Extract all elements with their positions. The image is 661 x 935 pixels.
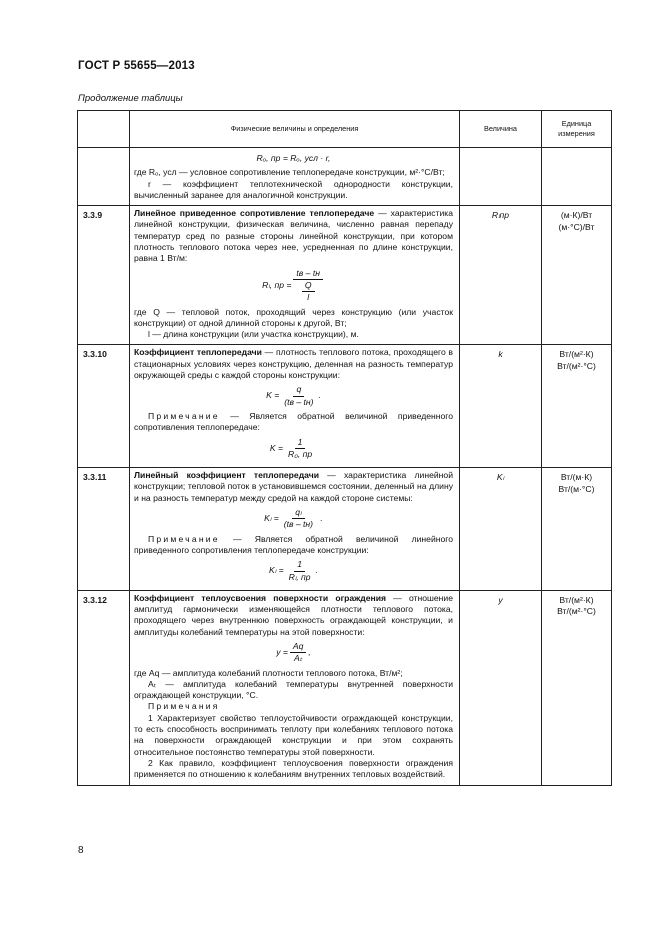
term-number: 3.3.10	[78, 345, 130, 468]
term-definition: — характеристика линейной конструкции; тепловой поток в установившемся состоянии, деленный на длину и на разность температур между средой на каждой стороне системы:	[134, 470, 453, 503]
note: 1 Характеризует свойство теплоустойчивости ограждающей конструкции, то есть способность воспринимать теплоту при колебаниях теплового потока на поверхности ограждающей конструкции и при этом сохранять относительное постоянство температуры этой поверхности.	[134, 712, 453, 757]
formula: y = $\frac{Aq}{\text{Aₜ}}$ ,	[276, 640, 311, 664]
unit-cell: Вт/(м·К) Вт/(м·°С)	[542, 468, 612, 591]
header-definitions: Физические величины и определения	[130, 111, 460, 148]
table-row	[78, 468, 612, 591]
definition-cell	[130, 148, 460, 206]
page-number: 8	[78, 845, 84, 856]
term-number: 3.3.12	[78, 590, 130, 785]
formula-explanation: где Q — тепловой поток, проходящий через конструкцию (или участок конструкции) от одной длинной стороны к другой, Вт;	[134, 306, 453, 328]
definition-cell	[130, 468, 460, 591]
term-name: Линейное приведенное сопротивление теплопередаче	[134, 208, 375, 219]
note: Примечание — Является обратной величиной линейного приведенного сопротивления теплопередаче конструкции:	[134, 533, 453, 555]
term-name: Коэффициент теплопередачи	[134, 347, 262, 358]
table-row	[78, 148, 612, 206]
note: Примечание — Является обратной величиной приведенного сопротивления теплопередаче:	[134, 410, 453, 433]
term-number: 3.3.11	[78, 468, 130, 591]
standard-title: ГОСТ Р 55655—2013	[78, 60, 195, 72]
header-unit: Единица измерения	[542, 111, 612, 148]
formula-explanation: l — длина конструкции (или участка конструкции), м.	[148, 329, 359, 340]
formula: Kₗ = $\frac{\text{qₗ}}{(tв - tн)}$ .	[264, 507, 323, 530]
formula-explanation: где Rₒ, усл — условное сопротивление теплопередаче конструкции, м²·°С/Вт;	[134, 167, 445, 178]
term-definition: — характеристика линейной конструкции, физическая величина, численно равная перепаду температур сред по разные стороны линейной конструкции, при котором плотность теплового потока через нее, усредненная по длине конструкции, равна 1 Вт/м:	[134, 208, 453, 264]
table-row	[78, 590, 612, 785]
term-name: Коэффициент теплоусвоения поверхности ограждения	[134, 592, 386, 603]
table-row	[78, 345, 612, 468]
magnitude-symbol: k	[460, 345, 542, 468]
term-definition: — плотность теплового потока, проходящего в стационарных условиях через конструкцию, деленная на разность температур окружающей среды с каждой стороны конструкции:	[134, 347, 453, 381]
unit-cell: Вт/(м²·К) Вт/(м²·°С)	[542, 590, 612, 785]
definition-cell	[130, 206, 460, 345]
formula: Rₗ, пр = $\frac{tв - tн}{\frac{Q}{l}}$	[134, 268, 453, 304]
unit-cell: Вт/(м²·К) Вт/(м²·°С)	[542, 345, 612, 468]
formula: Rₒ, пр = Rₒ, усл · r,	[256, 153, 331, 163]
notes-label: Примечания	[148, 701, 220, 712]
note: 2 Как правило, коэффициент теплоусвоения поверхности ограждения применяется по отношению к колебаниям внутренних тепловых воздействий.	[134, 757, 453, 780]
header-magnitude: Величина	[460, 111, 542, 148]
magnitude-symbol: Kₗ	[460, 468, 542, 591]
term-name: Линейный коэффициент теплопередачи	[134, 470, 319, 481]
definitions-table	[77, 110, 612, 786]
header-number	[78, 111, 130, 148]
unit-cell: (м·К)/Вт (м·°С)/Вт	[542, 206, 612, 345]
formula: K = $\frac{q}{(tв - tн)}$ .	[266, 384, 321, 407]
formula-explanation: где Aq — амплитуда колебаний плотности теплового потока, Вт/м²;	[134, 667, 403, 678]
formula: Kₗ = $\frac{1}{\text{Rₗ, пр}}$ .	[269, 559, 318, 582]
definition-cell	[130, 345, 460, 468]
magnitude-symbol: Rₗпр	[460, 206, 542, 345]
table-row	[78, 206, 612, 345]
definition-cell	[130, 590, 460, 785]
formula-explanation: Aₜ — амплитуда колебаний температуры внутренней поверхности ограждающей конструкции, °С.	[134, 678, 453, 701]
table-header-row	[78, 111, 612, 148]
continuation-caption: Продолжение таблицы	[78, 93, 183, 104]
formula: K = $\frac{1}{\text{R₀, пр}}$	[269, 436, 313, 459]
formula-explanation: r — коэффициент теплотехнической однородности конструкции, вычисленный заранее для аналогичной конструкции.	[134, 178, 453, 200]
magnitude-symbol: y	[460, 590, 542, 785]
term-number: 3.3.9	[78, 206, 130, 345]
term-definition: — отношение амплитуд гармонически изменяющейся плотности теплового потока, проходящего через внутреннюю поверхность ограждающей конструкции, и амплитуды колебаний температуры на этой поверхности:	[134, 592, 454, 637]
